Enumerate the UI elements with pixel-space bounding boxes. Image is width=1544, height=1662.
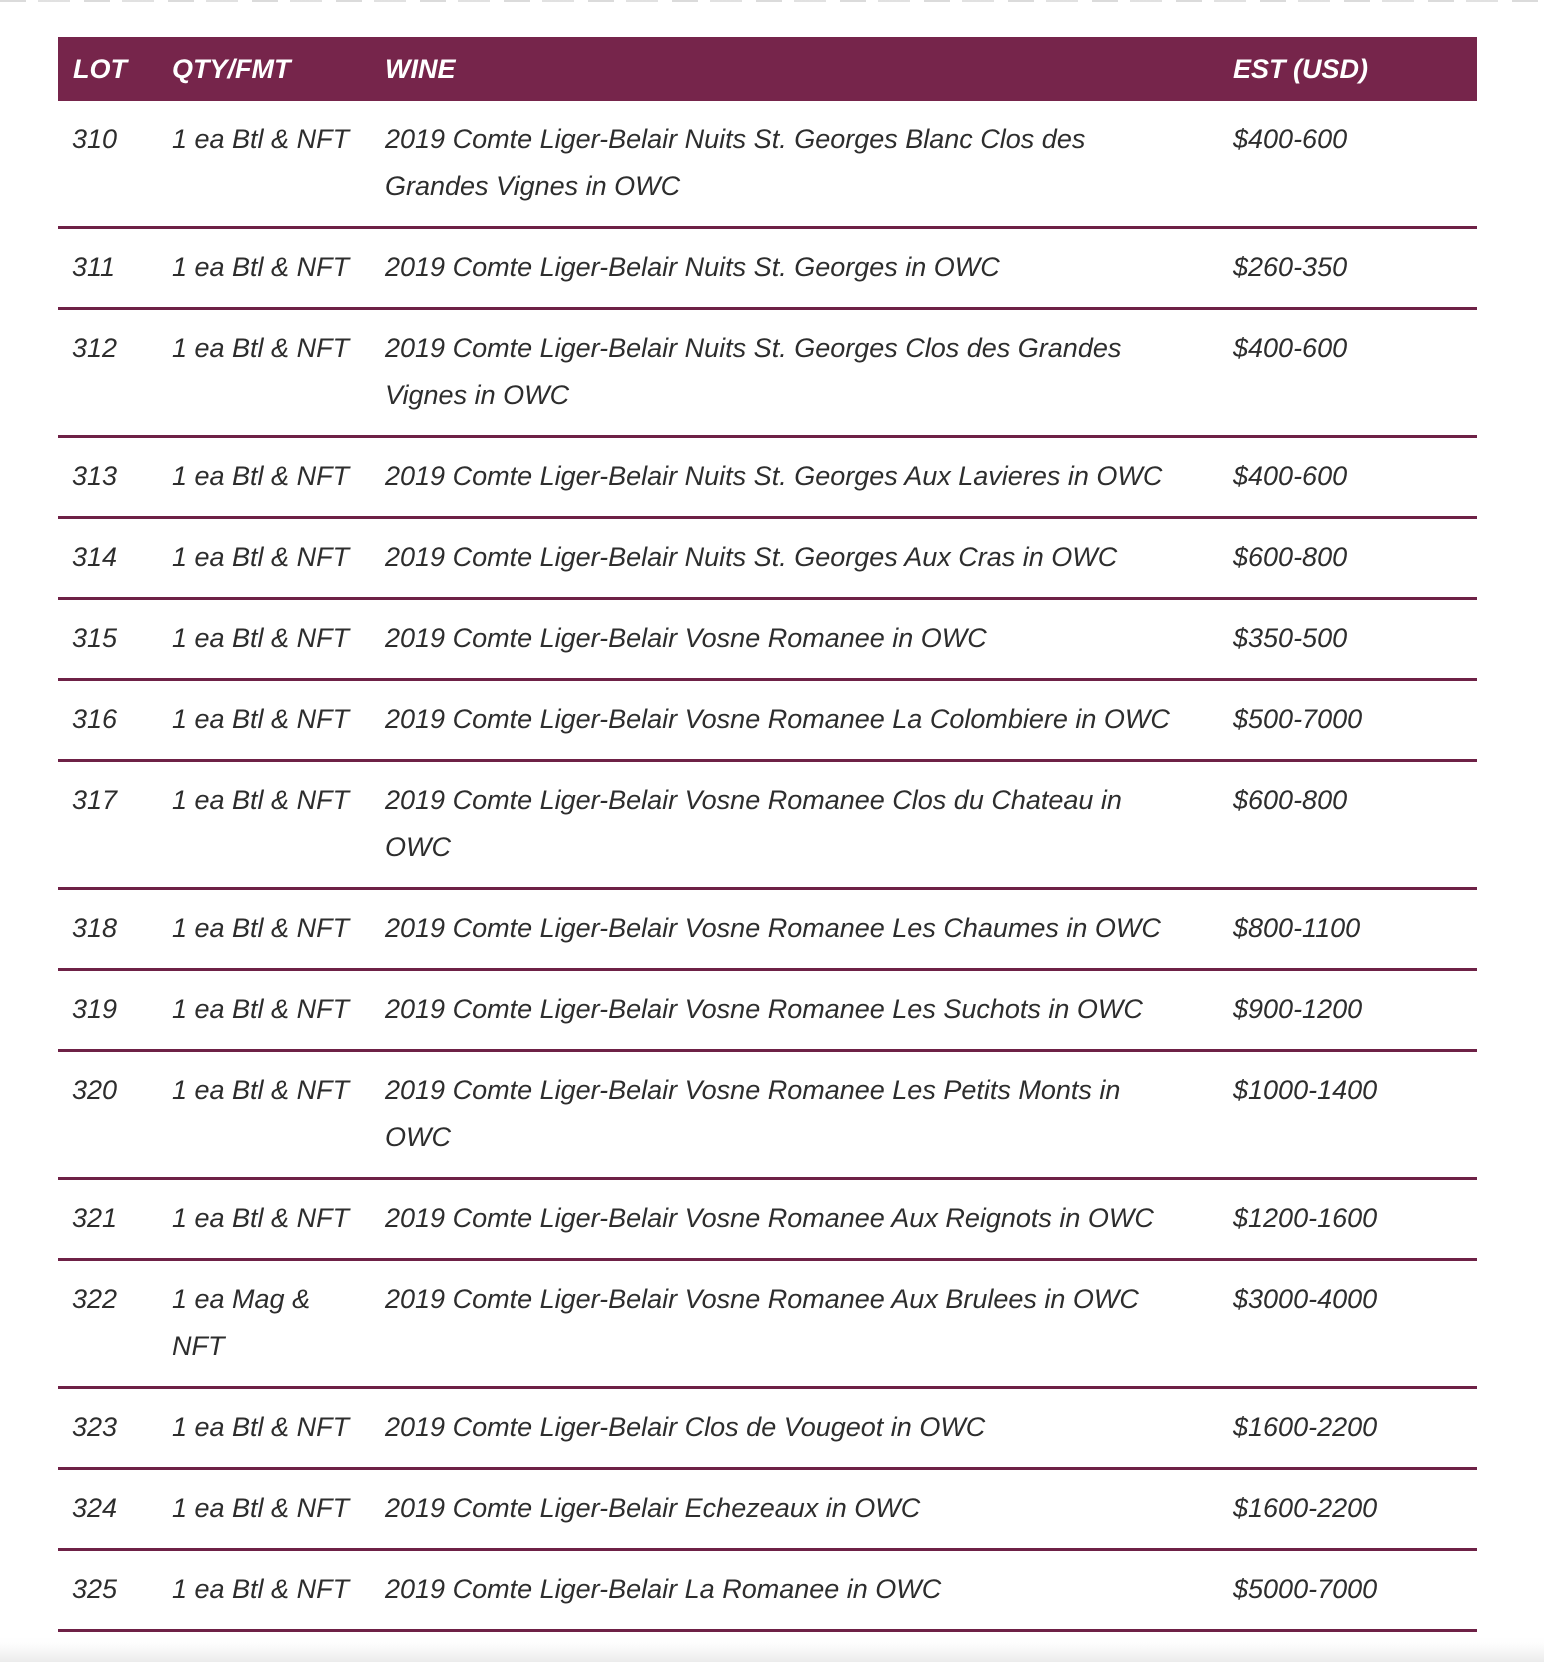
est-cell: $1000-1400: [1233, 1075, 1378, 1105]
cell-line: NFT: [172, 1331, 225, 1361]
cell-line: 2019 Comte Liger-Belair Vosne Romanee Clos du Chateau in: [385, 785, 1122, 815]
lot-cell: 325: [72, 1574, 118, 1604]
qty-cell: [172, 1067, 385, 1161]
cell-line: 1 ea Btl & NFT: [172, 994, 350, 1024]
qty-cell: [172, 244, 385, 291]
table-body: [58, 101, 1477, 1632]
cell-line: 2019 Comte Liger-Belair Nuits St. Georges Aux Lavieres in OWC: [385, 461, 1163, 491]
wine-cell: [385, 244, 1233, 291]
lot-cell: 313: [72, 461, 118, 491]
table-row: [58, 600, 1477, 681]
cell-line: 2019 Comte Liger-Belair Vosne Romanee Les Petits Monts in: [385, 1075, 1121, 1105]
cell-line: OWC: [385, 832, 451, 862]
est-cell: $1600-2200: [1233, 1493, 1378, 1523]
lot-cell: 324: [72, 1493, 118, 1523]
table-row: [58, 229, 1477, 310]
cell-line: 1 ea Btl & NFT: [172, 704, 350, 734]
cell-line: 1 ea Btl & NFT: [172, 542, 350, 572]
cell-line: 2019 Comte Liger-Belair Nuits St. Georges Aux Cras in OWC: [385, 542, 1118, 572]
cell-line: 1 ea Btl & NFT: [172, 124, 350, 154]
wine-cell: [385, 1485, 1233, 1532]
qty-cell: [172, 325, 385, 419]
est-cell: $3000-4000: [1233, 1284, 1378, 1314]
lot-cell: 315: [72, 623, 118, 653]
cell-line: 1 ea Btl & NFT: [172, 333, 350, 363]
est-cell: $800-1100: [1233, 913, 1361, 943]
table-row: [58, 1470, 1477, 1551]
cell-line: 2019 Comte Liger-Belair Echezeaux in OWC: [385, 1493, 921, 1523]
wine-cell: [385, 453, 1233, 500]
cell-line: 1 ea Btl & NFT: [172, 1412, 350, 1442]
qty-cell: [172, 1485, 385, 1532]
wine-cell: [385, 116, 1233, 210]
cell-line: 2019 Comte Liger-Belair Clos de Vougeot in OWC: [385, 1412, 986, 1442]
lot-cell: 311: [72, 252, 116, 282]
cell-line: 1 ea Btl & NFT: [172, 1493, 350, 1523]
cell-line: 2019 Comte Liger-Belair Vosne Romanee in OWC: [385, 623, 987, 653]
header-cell-qty-fmt: QTY/FMT: [172, 54, 291, 84]
table-header-row: [58, 37, 1477, 101]
cell-line: 2019 Comte Liger-Belair Vosne Romanee Aux Reignots in OWC: [385, 1203, 1154, 1233]
wine-cell: [385, 325, 1233, 419]
table-row: [58, 971, 1477, 1052]
est-cell: $400-600: [1233, 333, 1348, 363]
cropped-top-content: [0, 0, 1544, 2]
wine-cell: [385, 777, 1233, 871]
lot-cell: 322: [72, 1284, 118, 1314]
cell-line: 1 ea Btl & NFT: [172, 252, 350, 282]
table-row: [58, 519, 1477, 600]
est-cell: $400-600: [1233, 461, 1348, 491]
cell-line: 2019 Comte Liger-Belair La Romanee in OWC: [385, 1574, 942, 1604]
lot-cell: 319: [72, 994, 118, 1024]
lot-cell: 314: [72, 542, 118, 572]
cell-line: 1 ea Btl & NFT: [172, 785, 350, 815]
cell-line: 2019 Comte Liger-Belair Vosne Romanee Les Suchots in OWC: [385, 994, 1143, 1024]
table-row: [58, 438, 1477, 519]
cell-line: 1 ea Btl & NFT: [172, 623, 350, 653]
est-cell: $600-800: [1233, 785, 1348, 815]
est-cell: $1600-2200: [1233, 1412, 1378, 1442]
cell-line: 1 ea Btl & NFT: [172, 1574, 350, 1604]
qty-cell: [172, 534, 385, 581]
table-row: [58, 1052, 1477, 1180]
est-cell: $350-500: [1233, 623, 1348, 653]
qty-cell: [172, 905, 385, 952]
wine-cell: [385, 615, 1233, 662]
table-row: [58, 1551, 1477, 1632]
qty-cell: [172, 1404, 385, 1451]
cell-line: 2019 Comte Liger-Belair Nuits St. Georges Blanc Clos des: [385, 124, 1086, 154]
qty-cell: [172, 986, 385, 1033]
table-row: [58, 762, 1477, 890]
table-row: [58, 1389, 1477, 1470]
wine-cell: [385, 905, 1233, 952]
qty-cell: [172, 1195, 385, 1242]
qty-cell: [172, 116, 385, 210]
lot-cell: 323: [72, 1412, 118, 1442]
lot-cell: 317: [72, 785, 118, 815]
cell-line: 2019 Comte Liger-Belair Vosne Romanee Les Chaumes in OWC: [385, 913, 1161, 943]
cell-line: 2019 Comte Liger-Belair Vosne Romanee La Colombiere in OWC: [385, 704, 1170, 734]
wine-cell: [385, 1195, 1233, 1242]
cell-line: 1 ea Btl & NFT: [172, 913, 350, 943]
wine-cell: [385, 986, 1233, 1033]
est-cell: $1200-1600: [1233, 1203, 1378, 1233]
header-cell-lot: LOT: [73, 54, 127, 84]
wine-cell: [385, 696, 1233, 743]
cell-line: Grandes Vignes in OWC: [385, 171, 681, 201]
header-cell-wine: WINE: [385, 54, 456, 84]
wine-cell: [385, 534, 1233, 581]
lots-table: [58, 37, 1477, 1632]
est-cell: $5000-7000: [1233, 1574, 1378, 1604]
wine-cell: [385, 1067, 1233, 1161]
table-row: [58, 310, 1477, 438]
qty-cell: [172, 453, 385, 500]
qty-cell: [172, 615, 385, 662]
lot-cell: 312: [72, 333, 118, 363]
wine-cell: [385, 1566, 1233, 1613]
table-row: [58, 1261, 1477, 1389]
cell-line: 1 ea Btl & NFT: [172, 1203, 350, 1233]
lot-cell: 321: [72, 1203, 118, 1233]
wine-cell: [385, 1404, 1233, 1451]
header-cell-est-usd: EST (USD): [1233, 54, 1368, 84]
wine-cell: [385, 1276, 1233, 1370]
est-cell: $260-350: [1233, 252, 1348, 282]
cell-line: 1 ea Btl & NFT: [172, 1075, 350, 1105]
cell-line: Vignes in OWC: [385, 380, 570, 410]
est-cell: $500-7000: [1233, 704, 1363, 734]
cell-line: 1 ea Mag &: [172, 1284, 311, 1314]
table-row: [58, 681, 1477, 762]
cell-line: 2019 Comte Liger-Belair Nuits St. Georges Clos des Grandes: [385, 333, 1122, 363]
table-row: [58, 1180, 1477, 1261]
qty-cell: [172, 696, 385, 743]
est-cell: $400-600: [1233, 124, 1348, 154]
lot-cell: 318: [72, 913, 118, 943]
est-cell: $600-800: [1233, 542, 1348, 572]
lot-cell: 316: [72, 704, 118, 734]
cell-line: 2019 Comte Liger-Belair Vosne Romanee Aux Brulees in OWC: [385, 1284, 1139, 1314]
lot-cell: 320: [72, 1075, 118, 1105]
table-row: [58, 890, 1477, 971]
est-cell: $900-1200: [1233, 994, 1363, 1024]
lot-cell: 310: [72, 124, 118, 154]
cell-line: 2019 Comte Liger-Belair Nuits St. Georges in OWC: [385, 252, 1000, 282]
cell-line: 1 ea Btl & NFT: [172, 461, 350, 491]
qty-cell: [172, 1566, 385, 1613]
table-row: [58, 101, 1477, 229]
qty-cell: [172, 1276, 385, 1370]
qty-cell: [172, 777, 385, 871]
cell-line: OWC: [385, 1122, 451, 1152]
